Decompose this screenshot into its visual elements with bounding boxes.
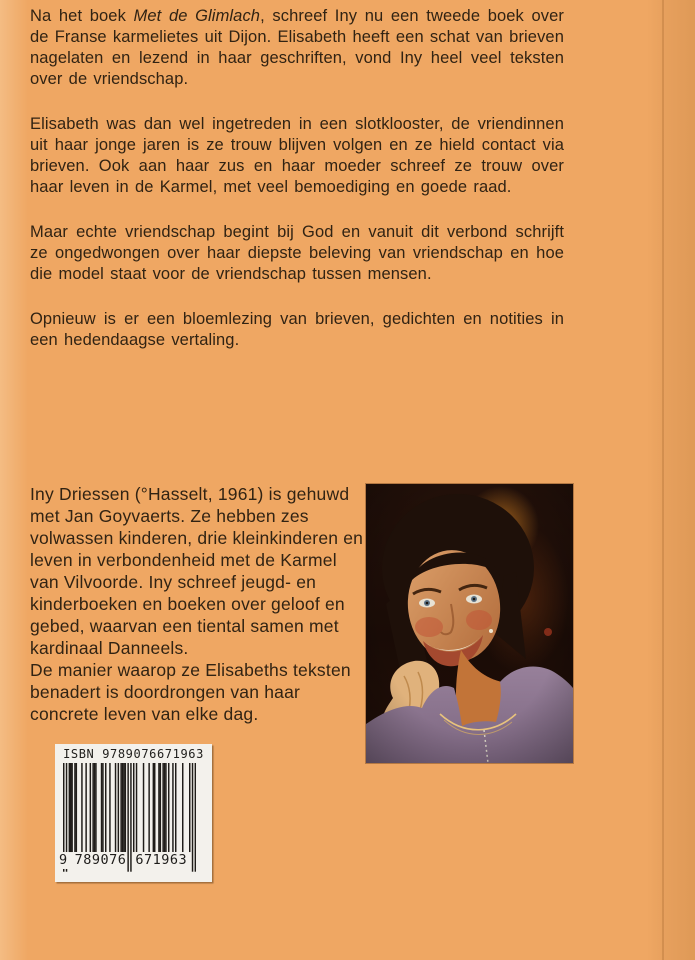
synopsis-paragraph-3: Maar echte vriendschap begint bij God en vanuit dit verbond schrijft ze ongedwongen over haar diepste beleving van vriendschap en hoe die model staat voor de vriendschap tussen mensen. bbox=[30, 223, 564, 283]
author-bio-part2: De manier waarop ze Elisabeths teksten benadert is doordrongen van haar concrete leven van elke dag. bbox=[30, 660, 351, 724]
isbn-barcode-panel bbox=[55, 744, 212, 882]
spine-shadow bbox=[647, 0, 695, 960]
spine-crease-line bbox=[662, 0, 664, 960]
author-bio-part1: Iny Driessen (°Hasselt, 1961) is gehuwd met Jan Goyvaerts. Ze hebben zes volwassen kinderen, drie kleinkinderen en leven in verbondenheid met de Karmel van Vilvoorde. Iny schreef jeugd- en kinderboeken en boeken over geloof en gebed, waarvan een tiental samen met kardinaal Danneels. bbox=[30, 484, 364, 658]
barcode-digit-group-2: 789076 bbox=[74, 852, 127, 868]
isbn-number-label: ISBN 9789076671963 bbox=[63, 747, 204, 761]
author-bio-block bbox=[30, 483, 368, 725]
barcode-digit-group-3: 671963 bbox=[135, 852, 188, 868]
author-photo bbox=[366, 484, 573, 763]
synopsis-paragraph-2: Elisabeth was dan wel ingetreden in een slotklooster, de vriendinnen uit haar jonge jaren is ze trouw blijven volgen en ze hield contact via brieven. Ook aan haar zus en haar moeder schreef ze trouw over haar leven in de Karmel, met veel bemoediging en goede raad. bbox=[30, 115, 564, 196]
synopsis-p1-prefix: Na het boek bbox=[30, 7, 134, 25]
author-portrait-illustration bbox=[366, 484, 573, 763]
book-title-italic: Met de Glimlach bbox=[133, 7, 261, 25]
synopsis-paragraph-1 bbox=[30, 6, 564, 90]
synopsis-p1-suffix: , schreef Iny nu een tweede boek over de Franse karmelietes uit Dijon. Elisabeth heeft een schat van brieven nagelaten en lezend in haar geschriften, vond Iny heel veel teksten over de vriendschap. bbox=[30, 7, 564, 88]
synopsis-text-block bbox=[30, 6, 564, 375]
synopsis-paragraph-4: Opnieuw is er een bloemlezing van brieven, gedichten en notities in een hedendaagse vertaling. bbox=[30, 310, 564, 349]
barcode-human-readable bbox=[58, 852, 208, 869]
left-edge-highlight bbox=[0, 0, 28, 960]
barcode-digit-group-1: 9 bbox=[59, 852, 68, 868]
